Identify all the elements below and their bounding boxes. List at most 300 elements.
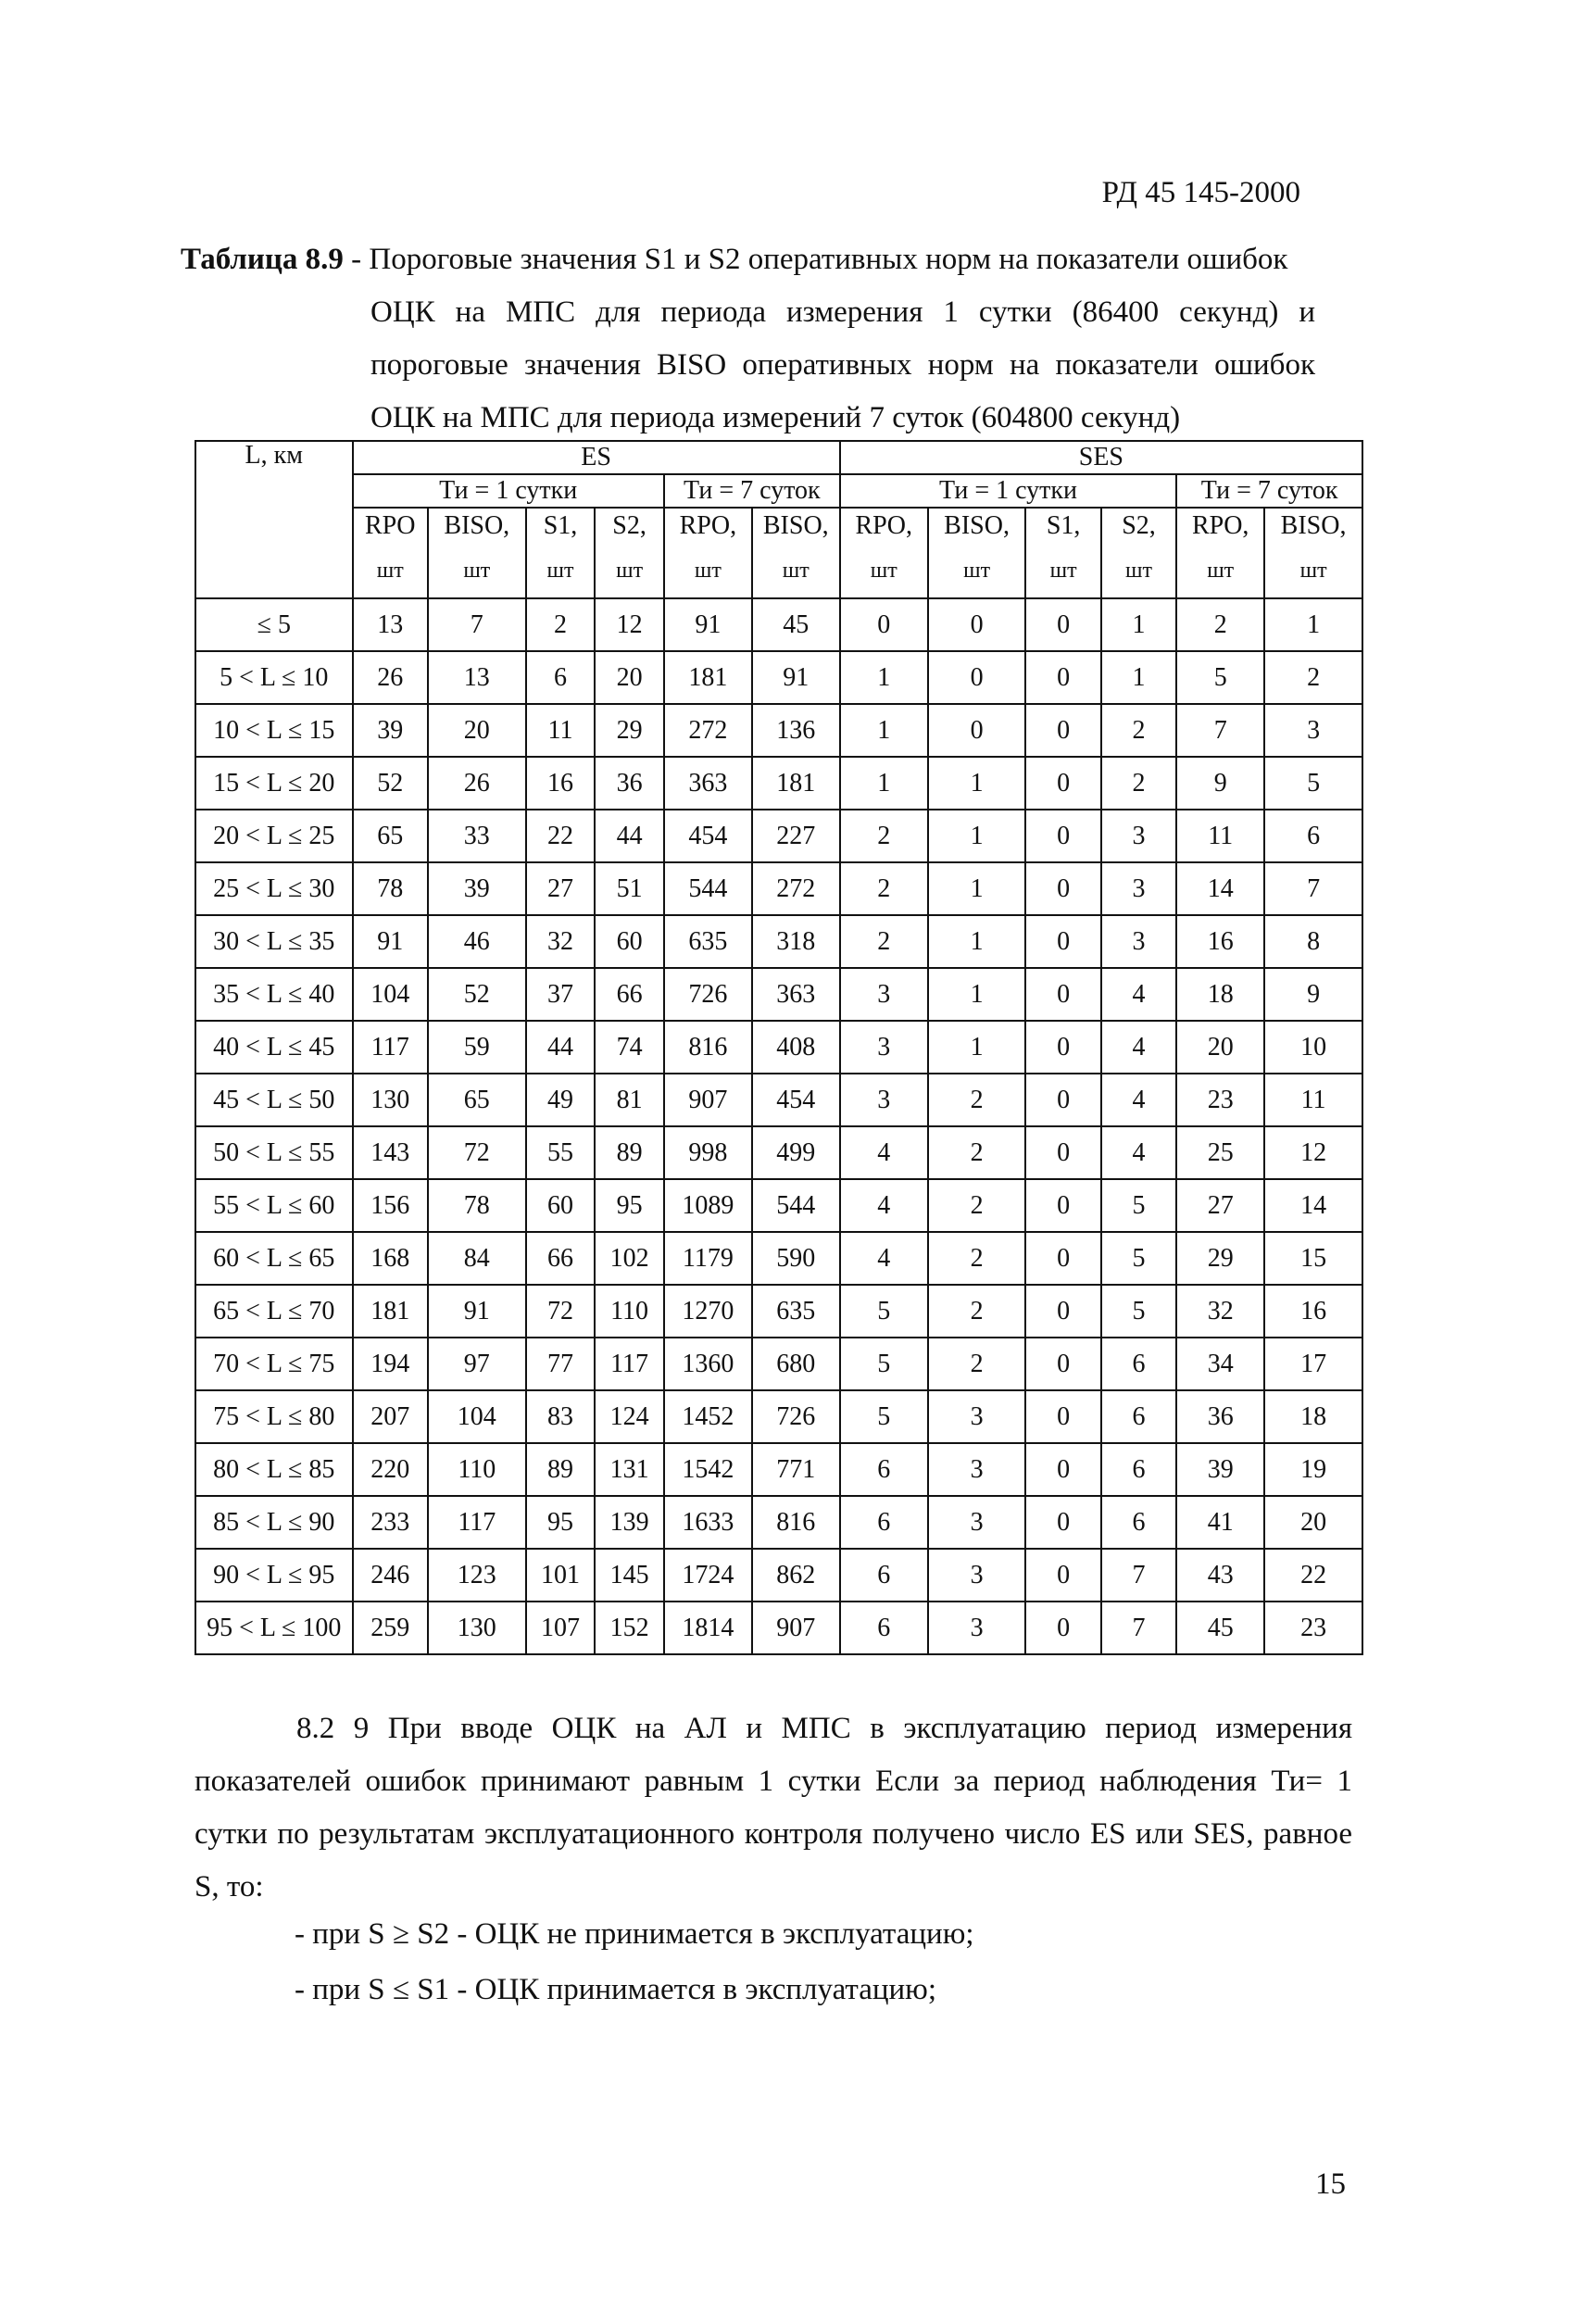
value-cell: 29 bbox=[1176, 1232, 1264, 1285]
value-cell: 12 bbox=[1264, 1126, 1362, 1179]
table-row bbox=[195, 1443, 1362, 1496]
value-cell: 4 bbox=[1101, 1021, 1176, 1074]
value-cell: 60 bbox=[595, 915, 664, 968]
value-cell: 39 bbox=[1176, 1443, 1264, 1496]
column-header bbox=[1025, 508, 1100, 598]
value-cell: 117 bbox=[353, 1021, 428, 1074]
value-cell: 9 bbox=[1264, 968, 1362, 1021]
value-cell: 10 bbox=[1264, 1021, 1362, 1074]
value-cell: 130 bbox=[428, 1602, 526, 1654]
table-caption bbox=[181, 233, 1315, 445]
value-cell: 16 bbox=[1176, 915, 1264, 968]
value-cell: 0 bbox=[1025, 862, 1100, 915]
value-cell: 16 bbox=[1264, 1285, 1362, 1338]
value-cell: 3 bbox=[928, 1602, 1026, 1654]
value-cell: 66 bbox=[526, 1232, 596, 1285]
table-row bbox=[195, 1390, 1362, 1443]
period-header-es-1: Ти = 1 сутки bbox=[353, 474, 664, 508]
value-cell: 8 bbox=[1264, 915, 1362, 968]
range-cell: 50 < L ≤ 55 bbox=[195, 1126, 353, 1179]
value-cell: 5 bbox=[840, 1338, 928, 1390]
paragraph-8-2-9 bbox=[195, 1702, 1352, 1914]
column-name: RPO, bbox=[1191, 511, 1249, 540]
period-header-es-7: Ти = 7 суток bbox=[664, 474, 840, 508]
value-cell: 104 bbox=[428, 1390, 526, 1443]
value-cell: 20 bbox=[1176, 1021, 1264, 1074]
value-cell: 23 bbox=[1176, 1074, 1264, 1126]
value-cell: 9 bbox=[1176, 757, 1264, 810]
column-header bbox=[752, 508, 840, 598]
value-cell: 181 bbox=[752, 757, 840, 810]
value-cell: 6 bbox=[840, 1443, 928, 1496]
value-cell: 1633 bbox=[664, 1496, 752, 1549]
value-cell: 0 bbox=[1025, 1549, 1100, 1602]
table-row bbox=[195, 915, 1362, 968]
value-cell: 27 bbox=[1176, 1179, 1264, 1232]
table-row bbox=[195, 1338, 1362, 1390]
value-cell: 110 bbox=[428, 1443, 526, 1496]
value-cell: 4 bbox=[840, 1179, 928, 1232]
row-header-cell bbox=[195, 441, 353, 598]
column-unit: шт bbox=[1207, 559, 1235, 583]
value-cell: 3 bbox=[840, 1021, 928, 1074]
value-cell: 156 bbox=[353, 1179, 428, 1232]
value-cell: 0 bbox=[928, 598, 1026, 651]
value-cell: 907 bbox=[752, 1602, 840, 1654]
value-cell: 499 bbox=[752, 1126, 840, 1179]
value-cell: 145 bbox=[595, 1549, 664, 1602]
value-cell: 39 bbox=[428, 862, 526, 915]
value-cell: 2 bbox=[928, 1074, 1026, 1126]
value-cell: 0 bbox=[928, 704, 1026, 757]
value-cell: 0 bbox=[1025, 1232, 1100, 1285]
value-cell: 72 bbox=[428, 1126, 526, 1179]
period-header-ses-7: Ти = 7 суток bbox=[1176, 474, 1362, 508]
value-cell: 29 bbox=[595, 704, 664, 757]
page-number: 15 bbox=[1315, 2167, 1346, 2201]
value-cell: 55 bbox=[526, 1126, 596, 1179]
value-cell: 117 bbox=[595, 1338, 664, 1390]
column-header bbox=[353, 508, 428, 598]
range-cell: 20 < L ≤ 25 bbox=[195, 810, 353, 862]
column-unit: шт bbox=[546, 559, 574, 583]
value-cell: 227 bbox=[752, 810, 840, 862]
value-cell: 408 bbox=[752, 1021, 840, 1074]
value-cell: 46 bbox=[428, 915, 526, 968]
value-cell: 131 bbox=[595, 1443, 664, 1496]
value-cell: 7 bbox=[1264, 862, 1362, 915]
value-cell: 0 bbox=[1025, 1126, 1100, 1179]
value-cell: 36 bbox=[1176, 1390, 1264, 1443]
value-cell: 26 bbox=[353, 651, 428, 704]
column-header bbox=[595, 508, 664, 598]
value-cell: 5 bbox=[840, 1285, 928, 1338]
column-header bbox=[428, 508, 526, 598]
value-cell: 45 bbox=[752, 598, 840, 651]
value-cell: 680 bbox=[752, 1338, 840, 1390]
caption-line1-text: - Пороговые значения S1 и S2 оперативных норм на показатели ошибок bbox=[343, 243, 1288, 276]
range-cell: 90 < L ≤ 95 bbox=[195, 1549, 353, 1602]
group-header-es: ES bbox=[353, 441, 840, 474]
table-row bbox=[195, 968, 1362, 1021]
value-cell: 272 bbox=[752, 862, 840, 915]
value-cell: 143 bbox=[353, 1126, 428, 1179]
value-cell: 25 bbox=[1176, 1126, 1264, 1179]
value-cell: 1 bbox=[1101, 651, 1176, 704]
value-cell: 181 bbox=[664, 651, 752, 704]
value-cell: 272 bbox=[664, 704, 752, 757]
value-cell: 454 bbox=[664, 810, 752, 862]
value-cell: 726 bbox=[752, 1390, 840, 1443]
value-cell: 49 bbox=[526, 1074, 596, 1126]
value-cell: 89 bbox=[526, 1443, 596, 1496]
value-cell: 136 bbox=[752, 704, 840, 757]
range-cell: 10 < L ≤ 15 bbox=[195, 704, 353, 757]
column-name: S2, bbox=[612, 511, 646, 540]
value-cell: 816 bbox=[752, 1496, 840, 1549]
value-cell: 0 bbox=[1025, 1285, 1100, 1338]
value-cell: 1089 bbox=[664, 1179, 752, 1232]
value-cell: 318 bbox=[752, 915, 840, 968]
column-header bbox=[1101, 508, 1176, 598]
value-cell: 6 bbox=[840, 1549, 928, 1602]
value-cell: 1270 bbox=[664, 1285, 752, 1338]
value-cell: 19 bbox=[1264, 1443, 1362, 1496]
table-row bbox=[195, 598, 1362, 651]
value-cell: 91 bbox=[664, 598, 752, 651]
value-cell: 2 bbox=[1176, 598, 1264, 651]
value-cell: 1542 bbox=[664, 1443, 752, 1496]
value-cell: 5 bbox=[1101, 1179, 1176, 1232]
table-row bbox=[195, 704, 1362, 757]
value-cell: 726 bbox=[664, 968, 752, 1021]
value-cell: 22 bbox=[1264, 1549, 1362, 1602]
value-cell: 1 bbox=[1101, 598, 1176, 651]
range-cell: 95 < L ≤ 100 bbox=[195, 1602, 353, 1654]
range-cell: 45 < L ≤ 50 bbox=[195, 1074, 353, 1126]
table-row bbox=[195, 1496, 1362, 1549]
value-cell: 102 bbox=[595, 1232, 664, 1285]
value-cell: 5 bbox=[1101, 1232, 1176, 1285]
row-header-label: L, км bbox=[245, 441, 303, 470]
value-cell: 3 bbox=[928, 1443, 1026, 1496]
column-unit: шт bbox=[1125, 559, 1153, 583]
value-cell: 36 bbox=[595, 757, 664, 810]
value-cell: 1360 bbox=[664, 1338, 752, 1390]
value-cell: 81 bbox=[595, 1074, 664, 1126]
column-name: BISO, bbox=[1280, 511, 1347, 540]
value-cell: 7 bbox=[428, 598, 526, 651]
value-cell: 194 bbox=[353, 1338, 428, 1390]
range-cell: 35 < L ≤ 40 bbox=[195, 968, 353, 1021]
value-cell: 3 bbox=[928, 1496, 1026, 1549]
value-cell: 1179 bbox=[664, 1232, 752, 1285]
value-cell: 590 bbox=[752, 1232, 840, 1285]
value-cell: 16 bbox=[526, 757, 596, 810]
range-cell: 30 < L ≤ 35 bbox=[195, 915, 353, 968]
value-cell: 20 bbox=[1264, 1496, 1362, 1549]
value-cell: 123 bbox=[428, 1549, 526, 1602]
value-cell: 1 bbox=[928, 862, 1026, 915]
value-cell: 22 bbox=[526, 810, 596, 862]
value-cell: 168 bbox=[353, 1232, 428, 1285]
period-header-ses-1: Ти = 1 сутки bbox=[840, 474, 1176, 508]
value-cell: 65 bbox=[353, 810, 428, 862]
value-cell: 13 bbox=[353, 598, 428, 651]
table-row bbox=[195, 757, 1362, 810]
value-cell: 27 bbox=[526, 862, 596, 915]
range-cell: 65 < L ≤ 70 bbox=[195, 1285, 353, 1338]
value-cell: 51 bbox=[595, 862, 664, 915]
column-name: S1, bbox=[1046, 511, 1081, 540]
value-cell: 4 bbox=[840, 1126, 928, 1179]
value-cell: 37 bbox=[526, 968, 596, 1021]
column-unit: шт bbox=[1299, 559, 1327, 583]
value-cell: 7 bbox=[1101, 1549, 1176, 1602]
value-cell: 2 bbox=[928, 1179, 1026, 1232]
value-cell: 12 bbox=[595, 598, 664, 651]
value-cell: 259 bbox=[353, 1602, 428, 1654]
value-cell: 1 bbox=[840, 651, 928, 704]
value-cell: 65 bbox=[428, 1074, 526, 1126]
value-cell: 1 bbox=[1264, 598, 1362, 651]
value-cell: 107 bbox=[526, 1602, 596, 1654]
value-cell: 0 bbox=[1025, 1602, 1100, 1654]
range-cell: 55 < L ≤ 60 bbox=[195, 1179, 353, 1232]
value-cell: 84 bbox=[428, 1232, 526, 1285]
range-cell: 80 < L ≤ 85 bbox=[195, 1443, 353, 1496]
value-cell: 60 bbox=[526, 1179, 596, 1232]
value-cell: 0 bbox=[1025, 915, 1100, 968]
column-name: S2, bbox=[1122, 511, 1156, 540]
column-header bbox=[1176, 508, 1264, 598]
value-cell: 20 bbox=[595, 651, 664, 704]
table-row bbox=[195, 1549, 1362, 1602]
value-cell: 2 bbox=[1101, 704, 1176, 757]
value-cell: 0 bbox=[1025, 1179, 1100, 1232]
value-cell: 95 bbox=[526, 1496, 596, 1549]
value-cell: 74 bbox=[595, 1021, 664, 1074]
value-cell: 7 bbox=[1101, 1602, 1176, 1654]
value-cell: 33 bbox=[428, 810, 526, 862]
table-row bbox=[195, 862, 1362, 915]
value-cell: 6 bbox=[1101, 1338, 1176, 1390]
value-cell: 2 bbox=[1101, 757, 1176, 810]
value-cell: 6 bbox=[840, 1602, 928, 1654]
value-cell: 1814 bbox=[664, 1602, 752, 1654]
value-cell: 2 bbox=[840, 862, 928, 915]
range-cell: 15 < L ≤ 20 bbox=[195, 757, 353, 810]
value-cell: 0 bbox=[1025, 1074, 1100, 1126]
column-header bbox=[928, 508, 1026, 598]
column-header bbox=[526, 508, 596, 598]
document-code: РД 45 145-2000 bbox=[1101, 176, 1300, 209]
column-unit: шт bbox=[782, 559, 810, 583]
value-cell: 5 bbox=[840, 1390, 928, 1443]
value-cell: 6 bbox=[526, 651, 596, 704]
value-cell: 6 bbox=[1264, 810, 1362, 862]
value-cell: 52 bbox=[428, 968, 526, 1021]
value-cell: 14 bbox=[1264, 1179, 1362, 1232]
column-name: BISO, bbox=[944, 511, 1010, 540]
column-unit: шт bbox=[694, 559, 722, 583]
value-cell: 635 bbox=[664, 915, 752, 968]
table-row bbox=[195, 1179, 1362, 1232]
value-cell: 139 bbox=[595, 1496, 664, 1549]
column-unit: шт bbox=[463, 559, 491, 583]
group-header-ses: SES bbox=[840, 441, 1362, 474]
value-cell: 0 bbox=[1025, 810, 1100, 862]
value-cell: 43 bbox=[1176, 1549, 1264, 1602]
value-cell: 18 bbox=[1176, 968, 1264, 1021]
column-header bbox=[664, 508, 752, 598]
column-unit: шт bbox=[870, 559, 897, 583]
value-cell: 5 bbox=[1176, 651, 1264, 704]
value-cell: 1 bbox=[928, 968, 1026, 1021]
value-cell: 1 bbox=[928, 915, 1026, 968]
value-cell: 104 bbox=[353, 968, 428, 1021]
value-cell: 220 bbox=[353, 1443, 428, 1496]
value-cell: 0 bbox=[1025, 598, 1100, 651]
value-cell: 1 bbox=[840, 704, 928, 757]
value-cell: 6 bbox=[1101, 1443, 1176, 1496]
value-cell: 2 bbox=[928, 1285, 1026, 1338]
value-cell: 6 bbox=[840, 1496, 928, 1549]
column-name: S1, bbox=[543, 511, 578, 540]
value-cell: 6 bbox=[1101, 1496, 1176, 1549]
value-cell: 1 bbox=[928, 1021, 1026, 1074]
value-cell: 32 bbox=[526, 915, 596, 968]
value-cell: 23 bbox=[1264, 1602, 1362, 1654]
value-cell: 41 bbox=[1176, 1496, 1264, 1549]
column-name: BISO, bbox=[762, 511, 829, 540]
value-cell: 816 bbox=[664, 1021, 752, 1074]
value-cell: 91 bbox=[428, 1285, 526, 1338]
value-cell: 97 bbox=[428, 1338, 526, 1390]
range-cell: 85 < L ≤ 90 bbox=[195, 1496, 353, 1549]
value-cell: 124 bbox=[595, 1390, 664, 1443]
value-cell: 0 bbox=[1025, 1496, 1100, 1549]
bullet-accepted: - при S ≤ S1 - ОЦК принимается в эксплуатацию; bbox=[295, 1973, 936, 2006]
range-cell: 5 < L ≤ 10 bbox=[195, 651, 353, 704]
value-cell: 89 bbox=[595, 1126, 664, 1179]
value-cell: 95 bbox=[595, 1179, 664, 1232]
value-cell: 3 bbox=[928, 1390, 1026, 1443]
caption-continuation: ОЦК на МПС для периода измерения 1 сутки (86400 секунд) и пороговые значения BISO оперативных норм на показатели ошибок ОЦК на МПС для периода измерений 7 суток (604800 секунд) bbox=[370, 295, 1315, 434]
value-cell: 544 bbox=[664, 862, 752, 915]
value-cell: 4 bbox=[1101, 968, 1176, 1021]
range-cell: ≤ 5 bbox=[195, 598, 353, 651]
bullet-not-accepted: - при S ≥ S2 - ОЦК не принимается в эксплуатацию; bbox=[295, 1917, 974, 1951]
column-name: RPO, bbox=[855, 511, 912, 540]
value-cell: 130 bbox=[353, 1074, 428, 1126]
value-cell: 7 bbox=[1176, 704, 1264, 757]
value-cell: 44 bbox=[526, 1021, 596, 1074]
value-cell: 2 bbox=[1264, 651, 1362, 704]
range-cell: 40 < L ≤ 45 bbox=[195, 1021, 353, 1074]
value-cell: 2 bbox=[928, 1232, 1026, 1285]
value-cell: 5 bbox=[1264, 757, 1362, 810]
value-cell: 3 bbox=[840, 1074, 928, 1126]
value-cell: 0 bbox=[1025, 1338, 1100, 1390]
table-row bbox=[195, 1232, 1362, 1285]
value-cell: 0 bbox=[1025, 651, 1100, 704]
value-cell: 0 bbox=[928, 651, 1026, 704]
value-cell: 18 bbox=[1264, 1390, 1362, 1443]
value-cell: 0 bbox=[1025, 757, 1100, 810]
value-cell: 3 bbox=[1101, 810, 1176, 862]
range-cell: 75 < L ≤ 80 bbox=[195, 1390, 353, 1443]
table-row bbox=[195, 1126, 1362, 1179]
table-row bbox=[195, 1074, 1362, 1126]
value-cell: 59 bbox=[428, 1021, 526, 1074]
column-name: BISO, bbox=[444, 511, 510, 540]
value-cell: 454 bbox=[752, 1074, 840, 1126]
value-cell: 0 bbox=[1025, 704, 1100, 757]
value-cell: 20 bbox=[428, 704, 526, 757]
value-cell: 181 bbox=[353, 1285, 428, 1338]
value-cell: 246 bbox=[353, 1549, 428, 1602]
value-cell: 117 bbox=[428, 1496, 526, 1549]
value-cell: 66 bbox=[595, 968, 664, 1021]
column-unit: шт bbox=[963, 559, 991, 583]
value-cell: 635 bbox=[752, 1285, 840, 1338]
value-cell: 6 bbox=[1101, 1390, 1176, 1443]
column-unit: шт bbox=[376, 559, 404, 583]
value-cell: 91 bbox=[752, 651, 840, 704]
column-unit: шт bbox=[1049, 559, 1077, 583]
value-cell: 998 bbox=[664, 1126, 752, 1179]
value-cell: 1724 bbox=[664, 1549, 752, 1602]
value-cell: 0 bbox=[1025, 1443, 1100, 1496]
column-name: RPO, bbox=[679, 511, 737, 540]
value-cell: 2 bbox=[928, 1126, 1026, 1179]
value-cell: 101 bbox=[526, 1549, 596, 1602]
table-row bbox=[195, 810, 1362, 862]
bullet-list bbox=[295, 1906, 974, 2017]
value-cell: 2 bbox=[928, 1338, 1026, 1390]
value-cell: 1 bbox=[928, 757, 1026, 810]
value-cell: 3 bbox=[1264, 704, 1362, 757]
value-cell: 0 bbox=[1025, 968, 1100, 1021]
value-cell: 3 bbox=[928, 1549, 1026, 1602]
value-cell: 78 bbox=[353, 862, 428, 915]
value-cell: 15 bbox=[1264, 1232, 1362, 1285]
value-cell: 44 bbox=[595, 810, 664, 862]
value-cell: 1452 bbox=[664, 1390, 752, 1443]
table-row bbox=[195, 651, 1362, 704]
value-cell: 233 bbox=[353, 1496, 428, 1549]
value-cell: 4 bbox=[1101, 1126, 1176, 1179]
norms-table bbox=[195, 440, 1363, 1655]
value-cell: 13 bbox=[428, 651, 526, 704]
paragraph-text: 8.2 9 При вводе ОЦК на АЛ и МПС в эксплуатацию период измерения показателей ошибок принимают равным 1 сутки Если за период наблюдения Ти= 1 сутки по результатам эксплуатационного контроля получено число ES или SES, равное S, то: bbox=[195, 1712, 1352, 1903]
value-cell: 0 bbox=[1025, 1390, 1100, 1443]
value-cell: 862 bbox=[752, 1549, 840, 1602]
value-cell: 0 bbox=[1025, 1021, 1100, 1074]
value-cell: 14 bbox=[1176, 862, 1264, 915]
value-cell: 26 bbox=[428, 757, 526, 810]
value-cell: 4 bbox=[840, 1232, 928, 1285]
value-cell: 91 bbox=[353, 915, 428, 968]
table-row bbox=[195, 1021, 1362, 1074]
column-header bbox=[840, 508, 928, 598]
table-row bbox=[195, 1285, 1362, 1338]
value-cell: 5 bbox=[1101, 1285, 1176, 1338]
range-cell: 60 < L ≤ 65 bbox=[195, 1232, 353, 1285]
value-cell: 2 bbox=[840, 915, 928, 968]
range-cell: 25 < L ≤ 30 bbox=[195, 862, 353, 915]
